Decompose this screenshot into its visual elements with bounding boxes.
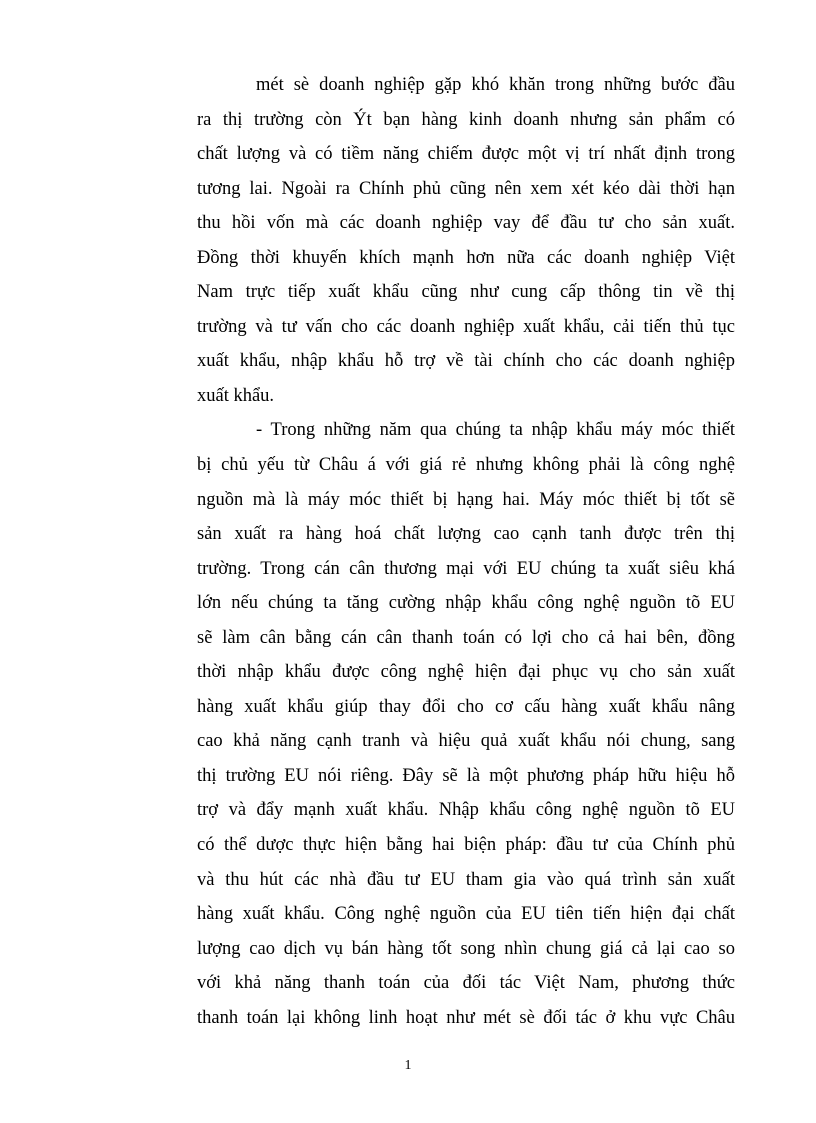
paragraph-1 — [197, 68, 735, 413]
text-line: ra thị trường còn Ýt bạn hàng kinh doanh nhưng sản phẩm có — [197, 109, 735, 130]
text-line: và thu hút các nhà đầu tư EU tham gia vào quá trình sản xuất — [197, 869, 735, 890]
text-line: tương lai. Ngoài ra Chính phủ cũng nên xem xét kéo dài thời hạn — [197, 178, 735, 199]
text-line: cao khả năng cạnh tranh và hiệu quả xuất khẩu nói chung, sang — [197, 731, 735, 752]
page-number: 1 — [404, 1058, 412, 1073]
text-line: trường và tư vấn cho các doanh nghiệp xuất khẩu, cải tiến thủ tục — [197, 316, 735, 337]
text-line: hàng xuất khẩu giúp thay đổi cho cơ cấu hàng xuất khẩu nâng — [197, 696, 735, 717]
text-line: xuất khẩu, nhập khẩu hỗ trợ về tài chính cho các doanh nghiệp — [197, 351, 735, 372]
text-line: bị chủ yếu từ Châu á với giá rẻ nhưng không phải là công nghệ — [197, 455, 735, 476]
text-line: nguồn mà là máy móc thiết bị hạng hai. Máy móc thiết bị tốt sẽ — [197, 489, 735, 510]
text-line: hàng xuất khẩu. Công nghệ nguồn của EU tiên tiến hiện đại chất — [197, 904, 735, 925]
text-line: lượng cao dịch vụ bán hàng tốt song nhìn chung giá cả lại cao so — [197, 938, 735, 959]
text-line: xuất khẩu. — [197, 385, 275, 406]
text-line: với khả năng thanh toán của đối tác Việt Nam, phương thức — [197, 973, 735, 994]
text-line: thị trường EU nói riêng. Đây sẽ là một phương pháp hữu hiệu hỗ — [197, 765, 735, 786]
text-line: chất lượng và có tiềm năng chiếm được một vị trí nhất định trong — [197, 144, 735, 165]
text-line: Đồng thời khuyến khích mạnh hơn nữa các doanh nghiệp Việt — [197, 247, 735, 268]
text-line: thu hồi vốn mà các doanh nghiệp vay để đầu tư cho sản xuất. — [197, 213, 735, 234]
text-line: trường. Trong cán cân thương mại với EU chúng ta xuất siêu khá — [197, 558, 735, 579]
body-text — [197, 68, 735, 1035]
text-line: thời nhập khẩu được công nghệ hiện đại phục vụ cho sản xuất — [197, 662, 735, 683]
text-line: có thể dược thực hiện bằng hai biện pháp: đầu tư của Chính phủ — [197, 835, 735, 856]
text-line: lớn nếu chúng ta tăng cường nhập khẩu công nghệ nguồn tõ EU — [197, 593, 735, 614]
paragraph-2 — [197, 413, 735, 1035]
text-line: thanh toán lại không linh hoạt như mét sè đối tác ở khu vực Châu — [197, 1007, 735, 1028]
text-line: - Trong những năm qua chúng ta nhập khẩu máy móc thiết — [256, 420, 735, 441]
text-line: sản xuất ra hàng hoá chất lượng cao cạnh tanh được trên thị — [197, 524, 735, 545]
text-line: sẽ làm cân bằng cán cân thanh toán có lợi cho cả hai bên, đồng — [197, 627, 735, 648]
text-line: Nam trực tiếp xuất khẩu cũng như cung cấp thông tin về thị — [197, 282, 735, 303]
text-line: trợ và đẩy mạnh xuất khẩu. Nhập khẩu công nghệ nguồn tõ EU — [197, 800, 735, 821]
text-line: mét sè doanh nghiệp gặp khó khăn trong những bước đầu — [256, 75, 735, 95]
